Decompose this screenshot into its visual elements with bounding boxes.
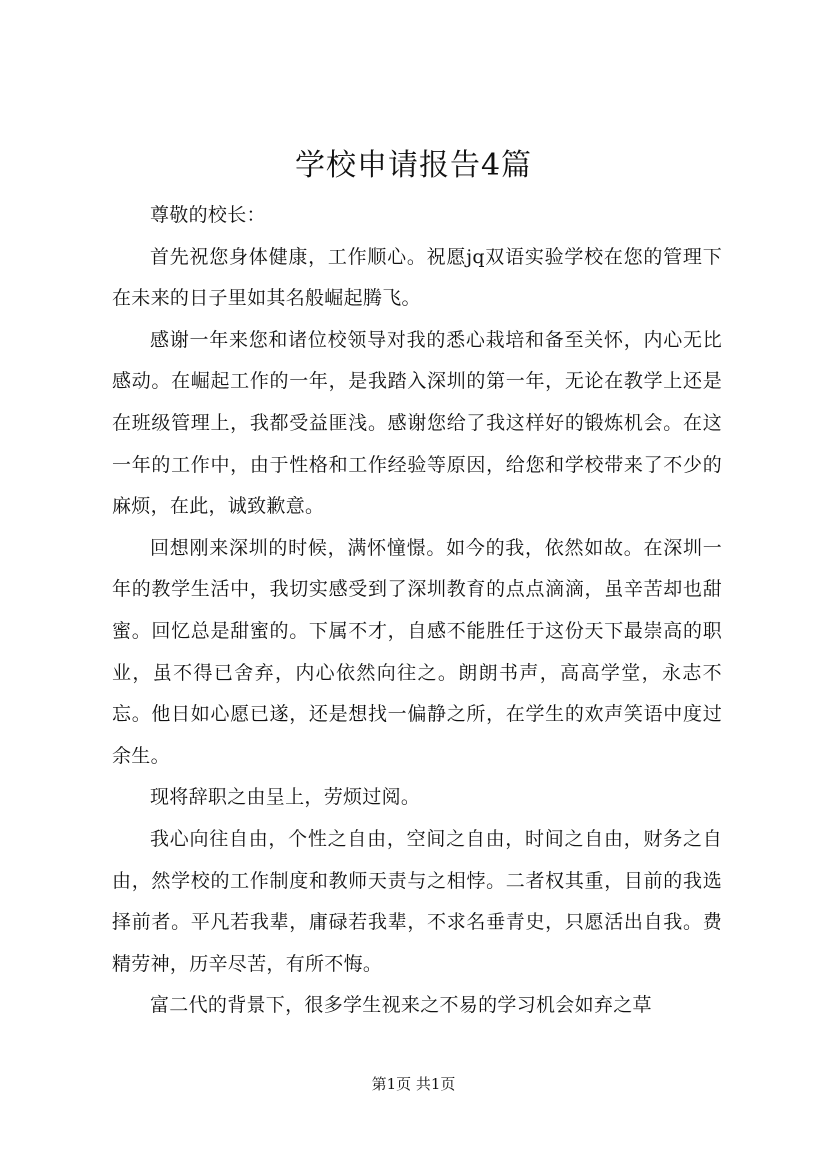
body-paragraph: 首先祝您身体健康，工作顺心。祝愿jq双语实验学校在您的管理下在未来的日子里如其名般崛起腾飞。 <box>112 245 722 310</box>
salutation-paragraph: 尊敬的校长： <box>150 204 266 226</box>
body-paragraph: 富二代的背景下，很多学生视来之不易的学习机会如弃之草 <box>150 994 652 1017</box>
body-paragraph: 我心向往自由，个性之自由，空间之自由，时间之自由，财务之自由，然学校的工作制度和教师天责与之相悖。二者权其重，目前的我选择前者。平凡若我辈，庸碌若我辈，不求名垂青史，只愿活出自我。费精劳神，历辛尽苦，有所不悔。 <box>112 827 722 975</box>
body-paragraph: 现将辞职之由呈上，劳烦过阅。 <box>150 786 421 809</box>
body-paragraph: 回想刚来深圳的时候，满怀憧憬。如今的我，依然如故。在深圳一年的教学生活中，我切实感受到了深圳教育的点点滴滴，虽辛苦却也甜蜜。回忆总是甜蜜的。下属不才，自感不能胜任于这份天下最崇高的职业，虽不得已舍弃，内心依然向往之。朗朗书声，高高学堂，永志不忘。他日如心愿已遂，还是想找一偏静之所，在学生的欢声笑语中度过余生。 <box>112 536 722 767</box>
document-body <box>112 195 722 1027</box>
page-number-footer: 第1页 共1页 <box>371 1075 456 1093</box>
document-title: 学校申请报告4篇 <box>294 148 533 183</box>
body-paragraph: 感谢一年来您和诸位校领导对我的悉心栽培和备至关怀，内心无比感动。在崛起工作的一年，是我踏入深圳的第一年，无论在教学上还是在班级管理上，我都受益匪浅。感谢您给了我这样好的锻炼机会。在这一年的工作中，由于性格和工作经验等原因，给您和学校带来了不少的麻烦，在此，诚致歉意。 <box>112 328 722 518</box>
